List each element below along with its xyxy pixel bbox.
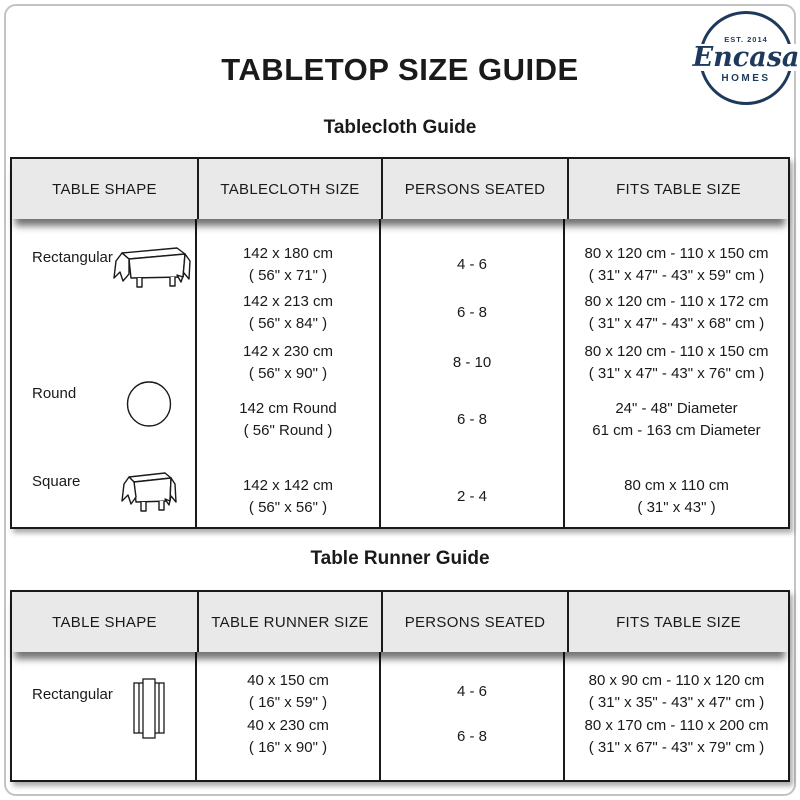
fits-table-size-cell: 80 x 170 cm - 110 x 200 cm ( 31" x 67" - 43" x 79" cm ) — [584, 717, 769, 756]
fits-table-size-cell: 24" - 48" Diameter 61 cm - 163 cm Diameter — [592, 400, 761, 439]
logo-est-text: EST. 2014 — [724, 34, 768, 44]
runner-table-header — [12, 592, 788, 652]
logo-brand-name: Encasa — [690, 44, 800, 71]
persons-seated-cell: 4 - 6 — [456, 256, 487, 273]
runner-size-cell: 40 x 150 cm ( 16" x 59" ) — [247, 672, 329, 711]
fits-table-size-cell: 80 x 90 cm - 110 x 120 cm ( 31" x 35" - 43" x 47" cm ) — [588, 672, 765, 711]
fits-table-size-cell: 80 x 120 cm - 110 x 150 cm ( 31" x 47" - 43" x 76" cm ) — [584, 343, 769, 382]
page-title: TABLETOP SIZE GUIDE — [221, 52, 579, 87]
fits-table-size-cell: 80 x 120 cm - 110 x 150 cm ( 31" x 47" - 43" x 59" cm ) — [584, 245, 769, 284]
tablecloth-table-header — [12, 159, 788, 219]
header-tablecloth-size: TABLECLOTH SIZE — [197, 159, 381, 219]
fits-table-size-cell: 80 x 120 cm - 110 x 172 cm ( 31" x 47" - 43" x 68" cm ) — [584, 293, 769, 332]
header-fits-table-size: FITS TABLE SIZE — [567, 592, 788, 652]
shape-label-square: Square — [32, 473, 81, 490]
header-persons-seated: PERSONS SEATED — [381, 159, 567, 219]
logo-homes-text: HOMES — [721, 72, 771, 84]
round-table-icon — [126, 381, 172, 427]
tablecloth-size-cell: 142 cm Round ( 56" Round ) — [239, 400, 337, 439]
tablecloth-size-cell: 142 x 180 cm ( 56" x 71" ) — [242, 245, 334, 284]
persons-seated-cell: 2 - 4 — [456, 488, 487, 505]
tablecloth-guide-title: Tablecloth Guide — [323, 117, 477, 138]
tablecloth-size-cell: 142 x 142 cm ( 56" x 56" ) — [242, 477, 334, 516]
header-persons-seated: PERSONS SEATED — [381, 592, 567, 652]
header-fits-table-size: FITS TABLE SIZE — [567, 159, 788, 219]
persons-seated-cell: 4 - 6 — [456, 683, 487, 700]
header-table-shape: TABLE SHAPE — [52, 613, 157, 631]
rectangular-tablecloth-icon — [112, 245, 192, 291]
header-table-runner-size: TABLE RUNNER SIZE — [197, 592, 381, 652]
square-tablecloth-icon — [120, 469, 178, 515]
table-runner-guide-table — [10, 590, 790, 782]
runner-size-cell: 40 x 230 cm ( 16" x 90" ) — [247, 717, 329, 756]
persons-seated-cell: 6 - 8 — [456, 728, 487, 745]
table-runner-guide-title: Table Runner Guide — [310, 548, 490, 569]
tablecloth-size-cell: 142 x 213 cm ( 56" x 84" ) — [242, 293, 334, 332]
persons-seated-cell: 8 - 10 — [452, 354, 492, 371]
header-table-shape: TABLE SHAPE — [52, 180, 157, 198]
fits-table-size-cell: 80 cm x 110 cm ( 31" x 43" ) — [624, 477, 729, 516]
table-runner-icon — [132, 678, 166, 740]
shape-label-rectangular: Rectangular — [32, 249, 113, 266]
tablecloth-guide-table — [10, 157, 790, 529]
persons-seated-cell: 6 - 8 — [456, 304, 487, 321]
tablecloth-size-cell: 142 x 230 cm ( 56" x 90" ) — [242, 343, 334, 382]
shape-label-round: Round — [32, 385, 77, 402]
persons-seated-cell: 6 - 8 — [456, 411, 487, 428]
shape-label-rectangular: Rectangular — [32, 686, 113, 703]
